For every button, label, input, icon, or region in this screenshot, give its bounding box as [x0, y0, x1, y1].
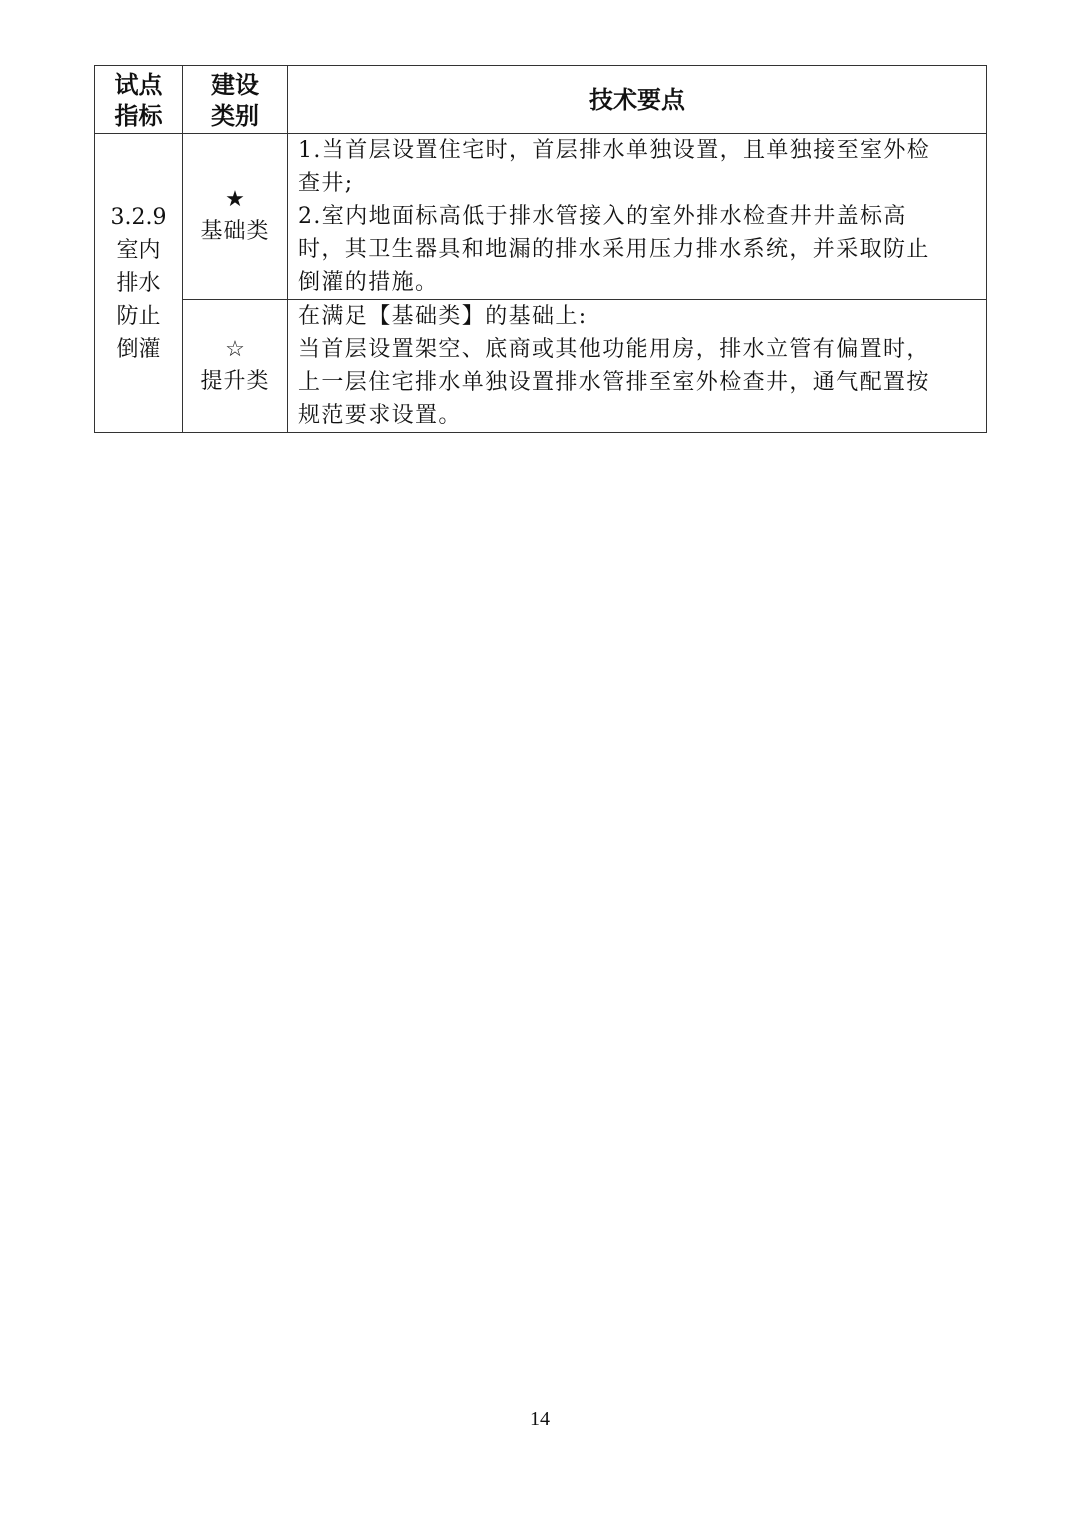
header-indicator-line-2: 指标 — [114, 100, 163, 130]
points-upgrade-line-3: 上一层住宅排水单独设置排水管排至室外检查井，通气配置按 — [298, 370, 930, 395]
header-indicator — [95, 66, 183, 134]
table-header-row — [95, 66, 987, 134]
outline-star-icon: ☆ — [225, 336, 245, 362]
indicator-cell — [95, 134, 183, 433]
category-label-upgrade: 提升类 — [200, 368, 270, 394]
points-cell-basic — [288, 134, 987, 300]
header-technical-points: 技术要点 — [288, 66, 987, 134]
points-upgrade-line-4: 规范要求设置。 — [298, 403, 462, 428]
points-basic-line-4: 时，其卫生器具和地漏的排水采用压力排水系统，并采取防止 — [298, 237, 930, 262]
page-number: 14 — [530, 1408, 550, 1430]
header-category-line-1: 建设 — [211, 69, 259, 99]
points-upgrade-line-1: 在满足【基础类】的基础上: — [298, 304, 588, 329]
points-cell-upgrade — [288, 300, 987, 433]
header-indicator-line-1: 试点 — [114, 69, 163, 99]
indicator-name-line-1: 室内 — [116, 237, 161, 263]
category-cell-upgrade — [183, 300, 288, 433]
points-basic-line-1: 1.当首层设置住宅时，首层排水单独设置，且单独接至室外检 — [298, 138, 931, 163]
indicator-name-line-4: 倒灌 — [116, 336, 161, 362]
table-row-basic — [95, 134, 987, 300]
points-basic-line-5: 倒灌的措施。 — [298, 270, 439, 295]
header-category — [183, 66, 288, 134]
technical-points-table — [94, 65, 987, 433]
indicator-name-line-2: 排水 — [116, 270, 161, 296]
table-row-upgrade — [95, 300, 987, 433]
header-category-line-2: 类别 — [211, 100, 259, 130]
points-basic-line-3: 2.室内地面标高低于排水管接入的室外排水检查井井盖标高 — [298, 204, 907, 229]
category-cell-basic — [183, 134, 288, 300]
indicator-code: 3.2.9 — [110, 204, 167, 230]
points-upgrade-line-2: 当首层设置架空、底商或其他功能用房，排水立管有偏置时， — [298, 337, 930, 362]
indicator-name-line-3: 防止 — [116, 303, 161, 329]
category-label-basic: 基础类 — [200, 219, 270, 244]
filled-star-icon: ★ — [225, 187, 245, 212]
points-basic-line-2: 查井; — [298, 171, 354, 196]
